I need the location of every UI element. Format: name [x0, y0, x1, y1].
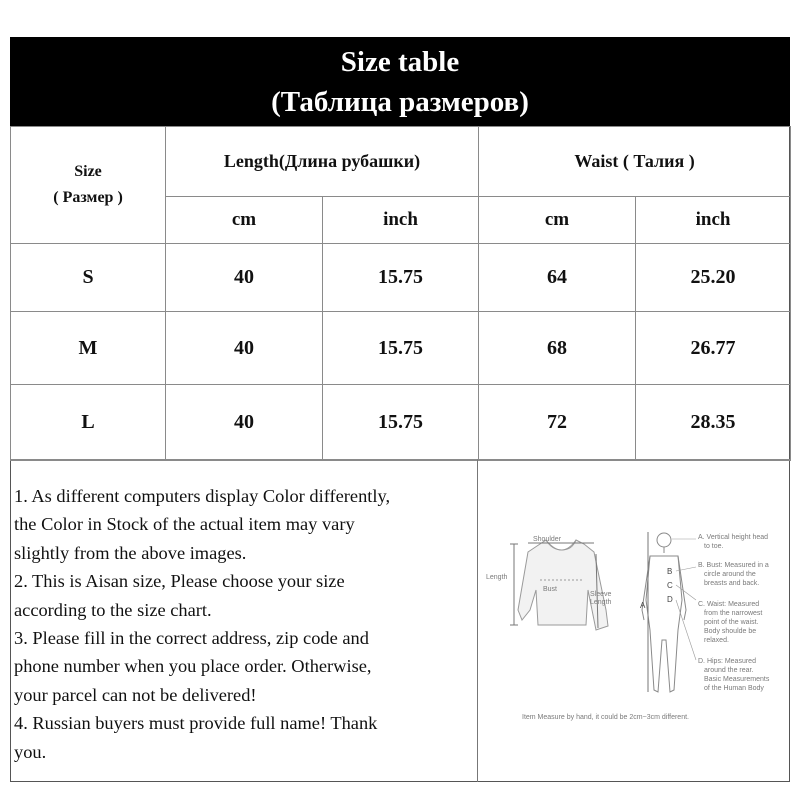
- waist-inch-cell: 26.77: [636, 312, 791, 385]
- shoulder-label: Shoulder: [533, 536, 562, 543]
- letter-b: B: [667, 567, 673, 576]
- length-cm-cell: 40: [166, 385, 323, 461]
- table-row: [11, 312, 791, 385]
- waist-cm-cell: 64: [479, 244, 636, 312]
- note-a-line1: A. Vertical height head: [698, 534, 769, 541]
- note-line: 3. Please fill in the correct address, zip code and: [14, 628, 369, 649]
- length-cm-cell: 40: [166, 312, 323, 385]
- table-row: [11, 385, 791, 461]
- sleeve-label-line2: Length: [590, 599, 612, 606]
- note-c-line1: C. Waist: Measured: [698, 601, 760, 608]
- note-c-line4: Body shoulde be: [704, 628, 757, 635]
- shirt-illustration: [510, 540, 608, 630]
- size-label-russian: ( Размер ): [53, 189, 123, 206]
- note-line: phone number when you place order. Otherwise,: [14, 656, 372, 677]
- waist-cm-cell: 72: [479, 385, 636, 461]
- note-d-line2: around the rear.: [704, 667, 754, 674]
- waist-inch-cell: 25.20: [636, 244, 791, 312]
- size-column-header: [11, 127, 166, 244]
- note-line: 4. Russian buyers must provide full name! Thank: [14, 713, 378, 734]
- note-b-line2: circle around the: [704, 571, 756, 578]
- table-header-row: [11, 127, 791, 197]
- note-b-line1: B. Bust: Measured in a: [698, 562, 769, 569]
- note-d-line1: D. Hips: Measured: [698, 658, 756, 665]
- size-cell: L: [11, 385, 166, 461]
- unit-cell: inch: [323, 197, 479, 244]
- sleeve-label-line1: Sleeve: [590, 591, 612, 598]
- unit-cell: inch: [636, 197, 791, 244]
- size-table: [10, 126, 791, 461]
- length-inch-cell: 15.75: [323, 312, 479, 385]
- measurement-diagram: [478, 459, 790, 782]
- length-inch-cell: 15.75: [323, 244, 479, 312]
- size-cell: M: [11, 312, 166, 385]
- table-row: [11, 244, 791, 312]
- note-c-line2: from the narrowest: [704, 610, 763, 617]
- length-cm-cell: 40: [166, 244, 323, 312]
- note-b-line3: breasts and back.: [704, 580, 760, 587]
- diagram-footer: Item Measure by hand, it could be 2cm~3cm different.: [522, 714, 689, 721]
- bust-label: Bust: [543, 586, 558, 593]
- title-english: Size table: [340, 46, 460, 78]
- length-column-header: Length(Длина рубашки): [166, 127, 479, 197]
- notes-panel: [10, 459, 478, 782]
- letter-d: D: [667, 595, 673, 604]
- note-a-line2: to toe.: [704, 543, 724, 550]
- note-line: 2. This is Aisan size, Please choose your size: [14, 571, 345, 592]
- note-c-line5: relaxed.: [704, 637, 729, 644]
- measurement-diagram-svg: [478, 460, 790, 783]
- unit-cell: cm: [479, 197, 636, 244]
- note-line: slightly from the above images.: [14, 542, 247, 563]
- note-line: the Color in Stock of the actual item may vary: [14, 514, 355, 535]
- note-d-line3: Basic Measurements: [704, 676, 770, 683]
- note-d-line4: of the Human Body: [704, 685, 764, 692]
- size-label: Size: [74, 163, 102, 180]
- note-line: 1. As different computers display Color differently,: [14, 486, 391, 506]
- note-c-line3: point of the waist.: [704, 619, 759, 626]
- length-inch-cell: 15.75: [323, 385, 479, 461]
- waist-column-header: Waist ( Талия ): [479, 127, 791, 197]
- waist-inch-cell: 28.35: [636, 385, 791, 461]
- note-line: according to the size chart.: [14, 599, 212, 620]
- note-line: you.: [14, 741, 47, 762]
- size-cell: S: [11, 244, 166, 312]
- title-russian: (Таблица размеров): [271, 86, 529, 118]
- letter-a: A: [640, 601, 646, 610]
- note-line: your parcel can not be delivered!: [14, 684, 257, 705]
- body-illustration: [642, 532, 686, 692]
- title-banner: [10, 37, 790, 126]
- unit-cell: cm: [166, 197, 323, 244]
- length-label: Length: [486, 574, 508, 581]
- letter-c: C: [667, 581, 673, 590]
- waist-cm-cell: 68: [479, 312, 636, 385]
